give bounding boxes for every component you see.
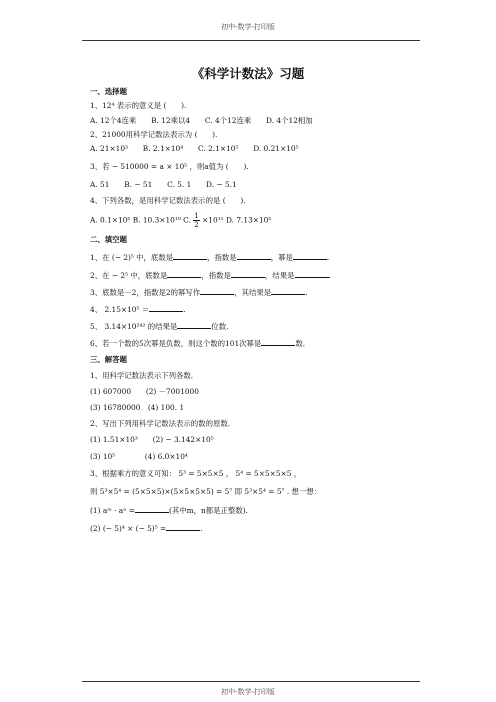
answer-blank[interactable] [149,304,183,312]
solve-1: 1、用科学记数法表示下列各数. [90,371,194,380]
solve-2-row-2: (3) 10⁵ (4) 6.0×10⁴ [90,452,188,461]
fill-1-text-c: ，幂是 [270,253,293,262]
answer-blank[interactable] [271,287,305,295]
answer-blank[interactable] [261,338,295,346]
question-4: 4、下列各数，是用科学记数法表示的是 ( ). [90,196,246,205]
fill-4-text: 4、 2.15×10⁵ ＝ [90,305,150,314]
solve-3-part-2 [90,523,203,534]
solve-3-part-1-note: (其中m，n都是正整数). [168,506,248,515]
answer-blank[interactable] [200,287,234,295]
fill-2: 2、在 − 2⁵ 中，底数是 ，指数是 ，结果是 . [90,271,331,280]
solve-3-part-1 [90,505,248,516]
question-2: 2、21000用科学记数法表示为 ( ). [90,130,218,139]
fill-6-text-b: 数. [295,339,306,348]
fill-2-text: 2、在 − 2⁵ 中，底数是 [90,271,168,280]
solve-3-continued: 则 5³×5⁴ = (5×5×5)×(5×5×5×5) = 5⁷ 即 5³×5⁴ = 5⁷ . 想一想： [90,487,322,496]
question-2-options: A. 21×10³ B. 2.1×10⁴ C. 2.1×10⁵ D. 0.21×10⁵ [90,144,299,153]
page-header: 初中-数学-打印版 [221,23,275,31]
document-title: 《科学计数法》习题 [191,66,305,81]
answer-blank[interactable] [135,505,169,513]
question-1: 1、12⁴ 表示的意义是 ( ). [90,101,187,110]
page-footer: 初中-数学-打印版 [221,688,275,696]
fill-3-text-b: ，其结果是 [234,288,272,297]
solve-3-part-2-end: . [200,524,203,533]
fill-2-text-c: ，结果是 [264,271,295,280]
fill-3: 3、底数是－2，指数是2的幂写作 ，其结果是 . [90,288,308,297]
fill-1-text-b: ，指数是 [207,253,237,262]
answer-blank[interactable] [167,270,201,278]
footer-divider [82,681,420,682]
question-3-options: A. 51 B. − 51 C. 5. 1 D. − 5.1 [90,180,237,189]
fill-6 [90,338,305,349]
section-solve: 三、解答题 [90,355,127,364]
solve-2: 2、写出下列用科学记数法表示的数的原数. [90,419,231,428]
answer-blank[interactable] [173,252,207,260]
answer-blank[interactable] [177,321,211,329]
fill-1: 1、在 (− 2)⁵ 中，底数是 ，指数是 ，幂是 . [90,253,330,262]
solve-1-row-1: (1) 607000 (2) －7001000 [90,387,199,396]
fill-5-text-b: 位数. [211,322,229,331]
section-choice: 一、选择题 [90,87,127,96]
solve-2-row-1: (1) 1.51×10³ (2) − 3.142×10⁵ [90,435,214,444]
solve-3-part-2-text: (2) (− 5)⁴ × (− 5)⁵ = [90,524,167,533]
answer-blank[interactable] [166,523,203,533]
answer-blank[interactable] [295,270,329,278]
question-4-options-part-b: ×10¹¹ D. 7.13×10⁵ [202,215,272,225]
section-fill: 二、填空题 [90,235,127,244]
fill-5-text: 5、 3.14×10²⁴² 的结果是 [90,322,178,331]
fill-4: 4、 2.15×10⁵ ＝ . [90,305,186,314]
question-4-options-part-a: A. 0.1×10⁵ B. 10.3×10¹⁰ C. [90,215,191,225]
answer-blank[interactable] [231,270,265,278]
question-4-options [90,212,271,229]
answer-blank[interactable] [293,252,327,260]
question-1-options: A. 12个4连乘 B. 12乘以4 C. 4个12连乘 D. 4个12相加 [90,116,313,125]
fill-2-text-b: ，指数是 [201,271,231,280]
solve-3: 3、根据乘方的意义可知： 5³ = 5×5×5 ， 5⁴ = 5×5×5×5 ， [90,469,302,478]
fraction-numerator: 1 [194,212,199,220]
fraction-one-half [193,212,199,229]
fill-6-text: 6、若一个数的5次幂是负数，则这个数的101次幂是 [90,339,262,348]
question-3: 3、若 − 510000 = a × 10⁵ ，则a值为 ( ). [90,162,249,171]
fill-5 [90,321,228,332]
answer-blank[interactable] [237,252,271,260]
fill-1-text: 1、在 (− 2)⁵ 中，底数是 [90,253,174,262]
solve-3-part-1-text: (1) aᵐ · aⁿ = [90,506,135,515]
fill-3-text: 3、底数是－2，指数是2的幂写作 [90,288,201,297]
solve-1-row-2: (3) 16780000 (4) 100. 1 [90,403,185,412]
fraction-denominator: 2 [194,221,199,229]
header-divider [82,40,420,41]
